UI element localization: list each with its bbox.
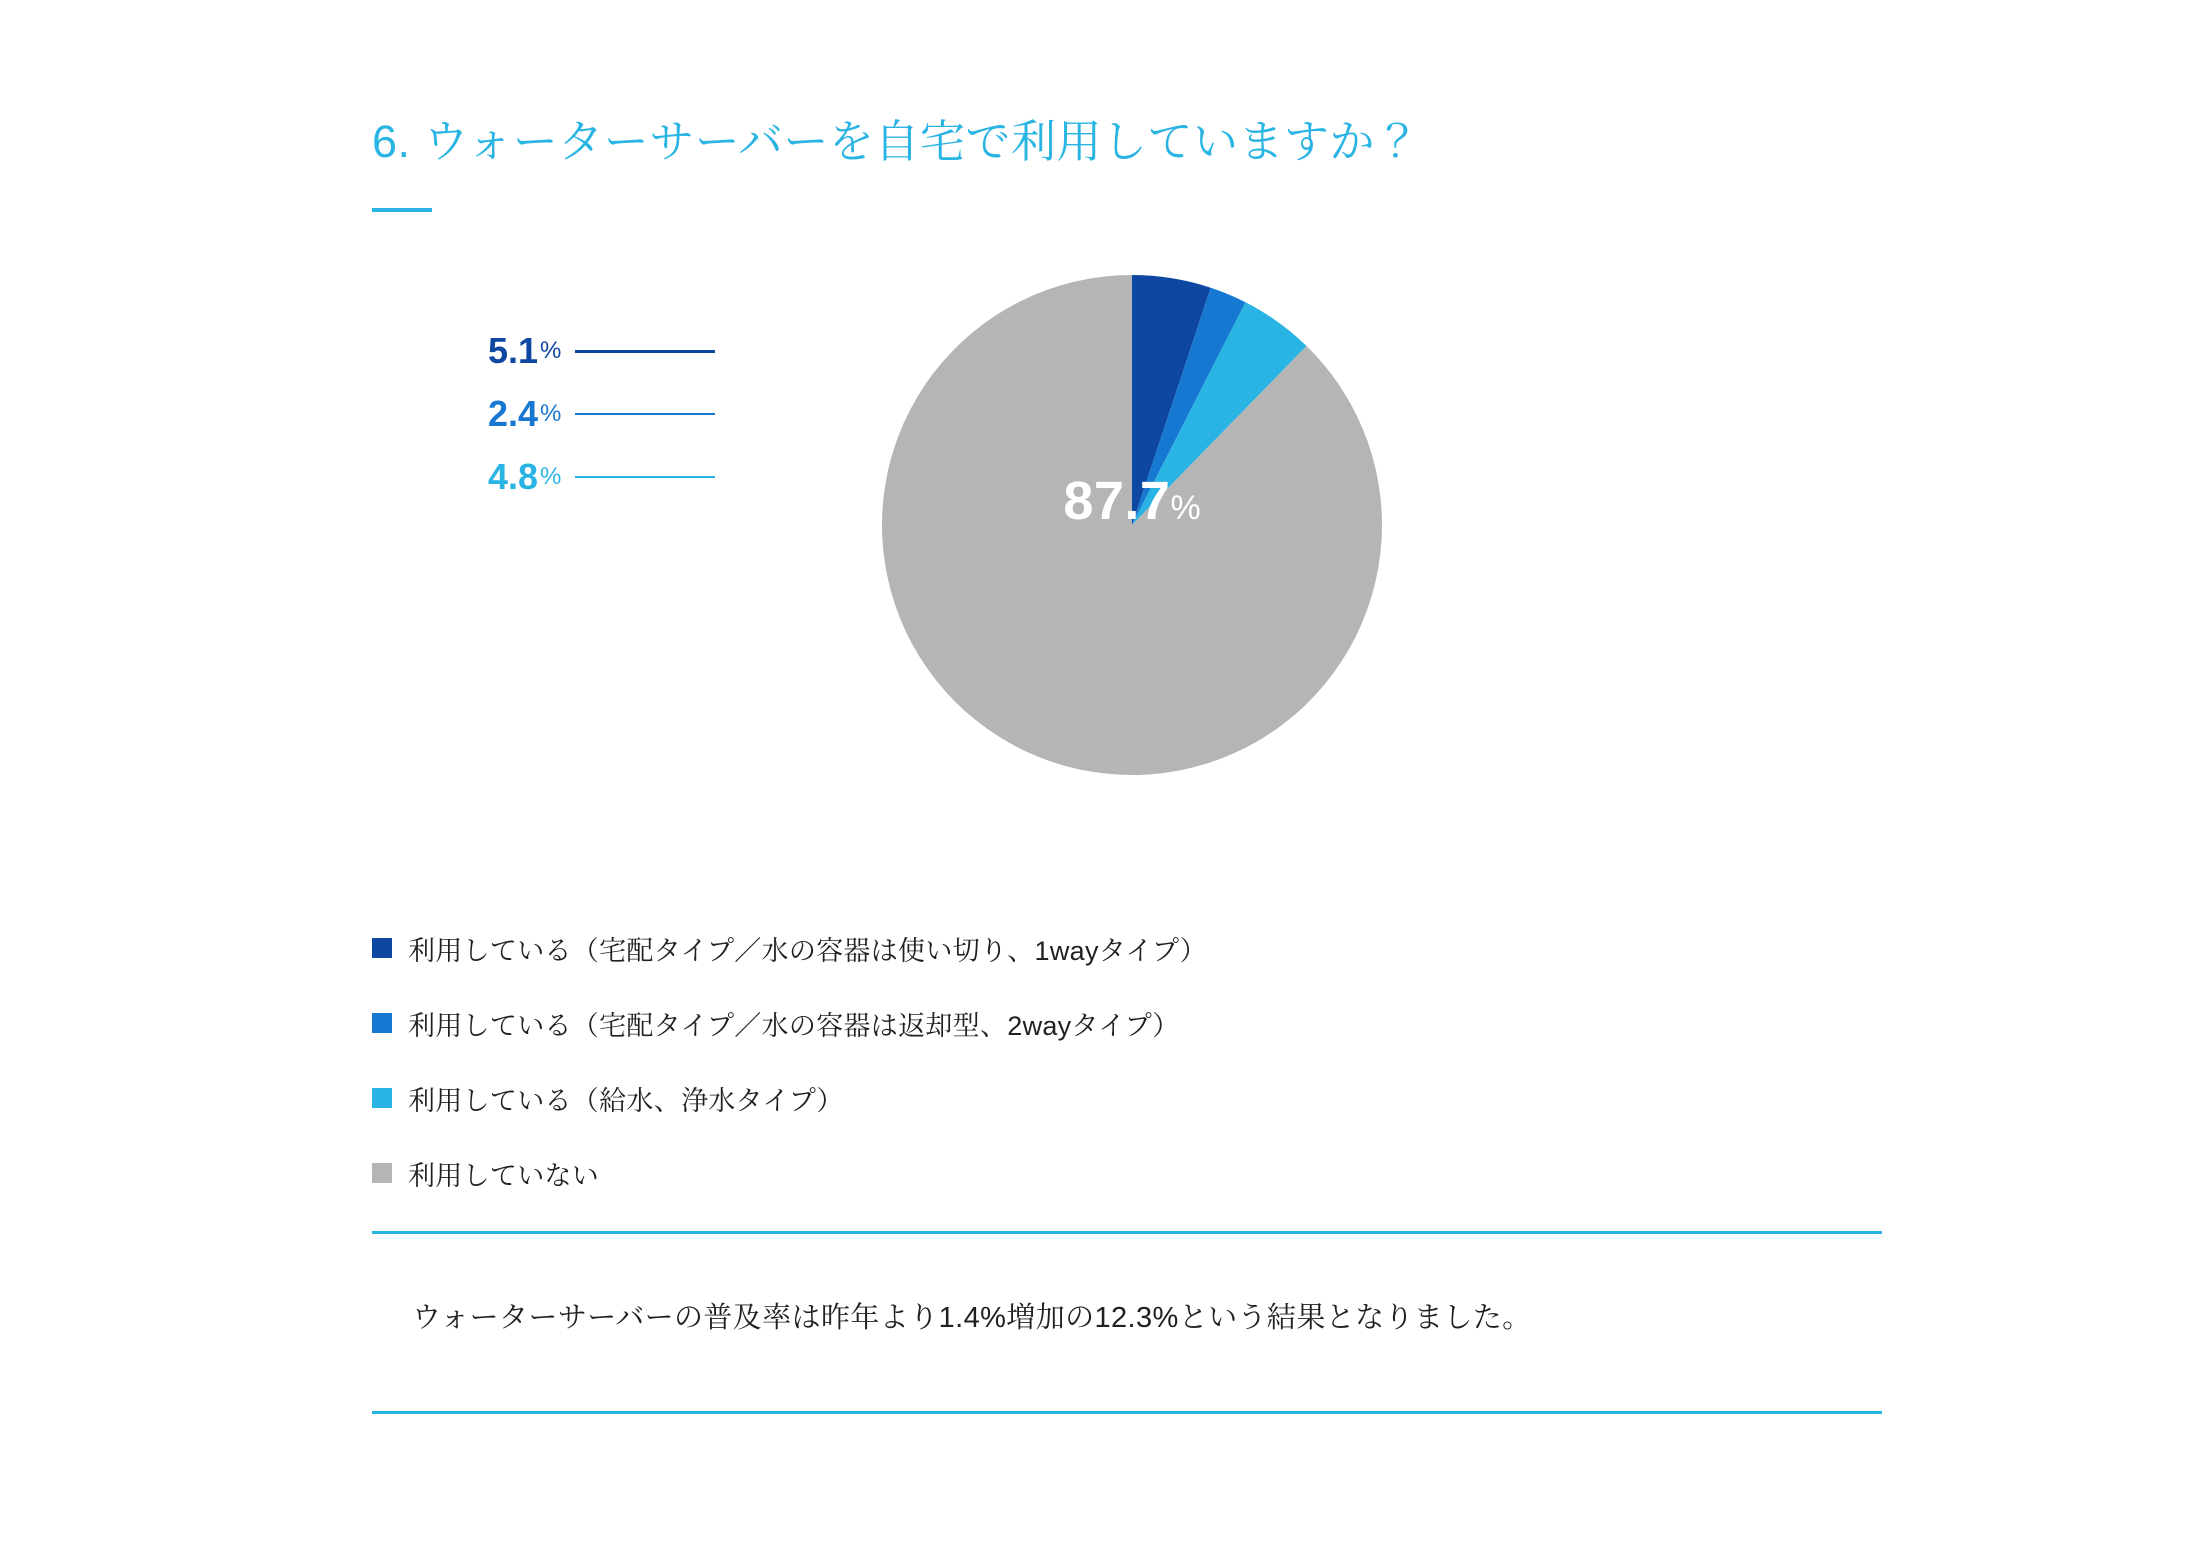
legend-label: 利用している（宅配タイプ／水の容器は使い切り、1wayタイプ） [408, 935, 1207, 966]
legend-label: 利用している（給水、浄水タイプ） [408, 1085, 844, 1116]
callout-value: 2.4 [487, 393, 538, 434]
page-title: 6. ウォーターサーバーを自宅で利用していますか？ [372, 116, 1421, 167]
legend-item-none [372, 1150, 1872, 1196]
legend-item-1way [372, 925, 1872, 971]
legend-swatch-icon [372, 1163, 392, 1183]
summary-note: ウォーターサーバーの普及率は昨年より1.4%増加の12.3%という結果となりました。 [412, 1302, 1532, 1334]
leader-line [575, 476, 715, 478]
callout-unit: % [540, 400, 562, 427]
legend-swatch-icon [372, 938, 392, 958]
callout-value: 5.1 [487, 330, 538, 371]
callout-value: 4.8 [487, 456, 538, 497]
center-unit: % [1170, 489, 1201, 527]
note-divider-top [372, 1231, 1882, 1234]
callout-slice-purifier [460, 456, 715, 498]
legend-item-2way [372, 1000, 1872, 1046]
note-divider-bottom [372, 1411, 1882, 1414]
callout-unit: % [540, 463, 562, 490]
callout-unit: % [540, 337, 562, 364]
pie-svg [882, 275, 1382, 775]
title-underline [372, 208, 432, 212]
legend [372, 925, 1872, 1225]
legend-swatch-icon [372, 1088, 392, 1108]
legend-swatch-icon [372, 1013, 392, 1033]
leader-line [575, 413, 715, 415]
legend-label: 利用していない [408, 1160, 600, 1191]
pie-slice [882, 275, 1382, 775]
center-value: 87.7 [1063, 471, 1171, 531]
callout-slice-2way [460, 393, 715, 435]
callout-slice-1way [460, 330, 715, 372]
pie-graphic [882, 275, 1382, 775]
pie-chart [372, 250, 1892, 790]
legend-item-purifier [372, 1075, 1872, 1121]
legend-label: 利用している（宅配タイプ／水の容器は返却型、2wayタイプ） [408, 1010, 1180, 1041]
leader-line [575, 350, 715, 353]
